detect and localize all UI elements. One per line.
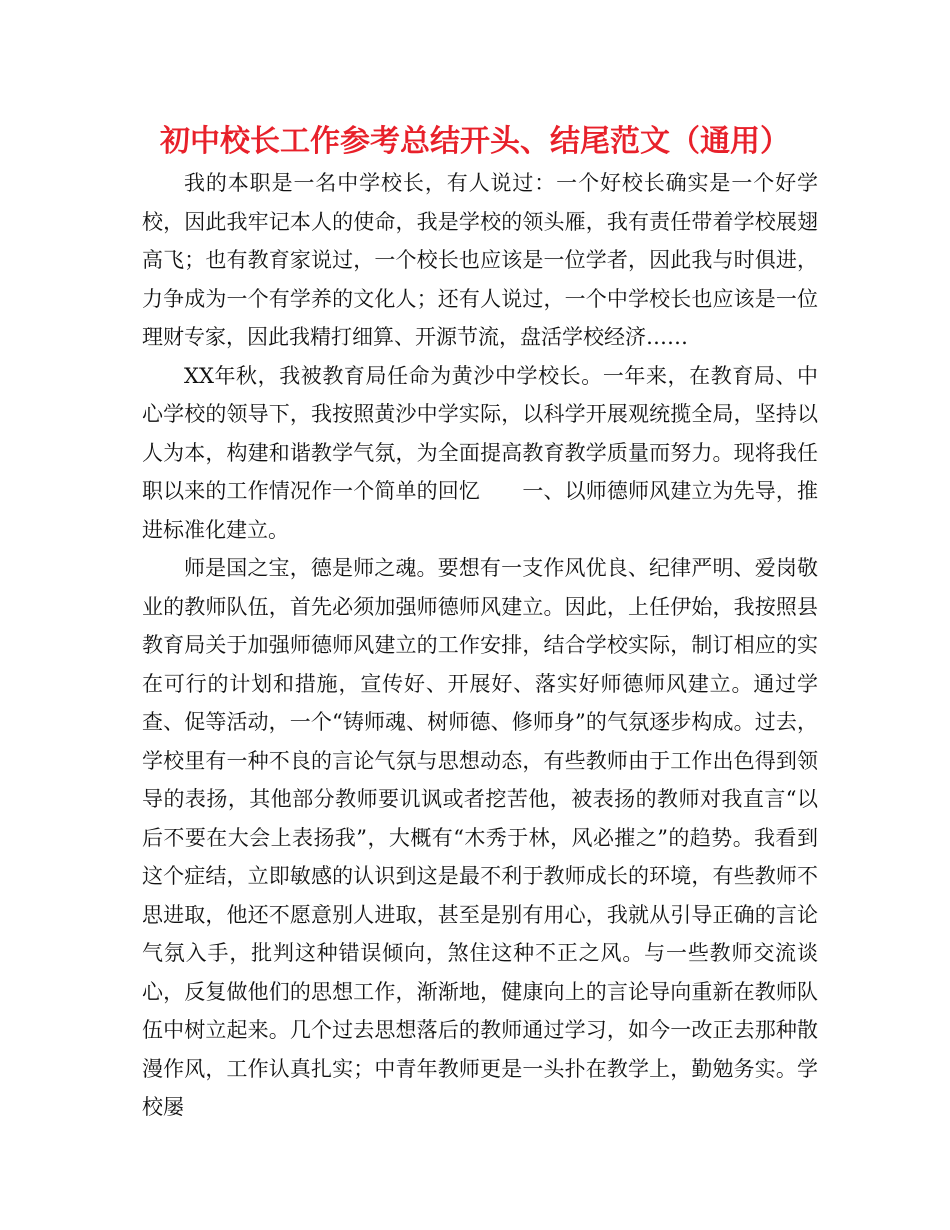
paragraph-intro: 我的本职是一名中学校长，有人说过：一个好校长确实是一个好学校，因此我牢记本人的使命，我是学校的领头雁，我有责任带着学校展翅高飞；也有教育家说过，一个校长也应该是一位学者，因此我与时俱进，力争成为一个有学养的文化人；还有人说过，一个中学校长也应该是一位理财专家，因此我精打细算、开源节流，盘活学校经济…… bbox=[142, 171, 818, 349]
paragraph-teacher-ethics: 师是国之宝，德是师之魂。要想有一支作风优良、纪律严明、爱岗敬业的教师队伍，首先必须加强师德师风建立。因此，上任伊始，我按照县教育局关于加强师德师风建立的工作安排，结合学校实际，制订相应的实在可行的计划和措施，宣传好、开展好、落实好师德师风建立。通过学查、促等活动，一个“铸师魂、树师德、修师身”的气氛逐步构成。过去，学校里有一种不良的言论气氛与思想动态，有些教师由于工作出色得到领导的表扬，其他部分教师要讥讽或者挖苦他，被表扬的教师对我直言“以后不要在大会上表扬我”，大概有“木秀于林，风必摧之”的趋势。我看到这个症结，立即敏感的认识到这是最不利于教师成长的环境，有些教师不思进取，他还不愿意别人进取，甚至是别有用心，我就从引导正确的言论气氛入手，批判这种错误倾向，煞住这种不正之风。与一些教师交流谈心，反复做他们的思想工作，渐渐地，健康向上的言论导向重新在教师队伍中树立起来。几个过去思想落后的教师通过学习，如今一改正去那种散漫作风，工作认真扎实；中青年教师更是一头扑在教学上，勤勉务实。学校屡 bbox=[142, 556, 818, 1119]
document-body bbox=[142, 164, 818, 1127]
document-title: 初中校长工作参考总结开头、结尾范文（通用） bbox=[160, 124, 790, 159]
paragraph-appointment: XX年秋，我被教育局任命为黄沙中学校长。一年来，在教育局、中心学校的领导下，我按照黄沙中学实际，以科学开展观统揽全局，坚持以人为本，构建和谐教学气氛，为全面提高教育教学质量而努力。现将我任职以来的工作情况作一个简单的回忆 一、以师德师风建立为先导，推进标准化建立。 bbox=[142, 363, 818, 542]
